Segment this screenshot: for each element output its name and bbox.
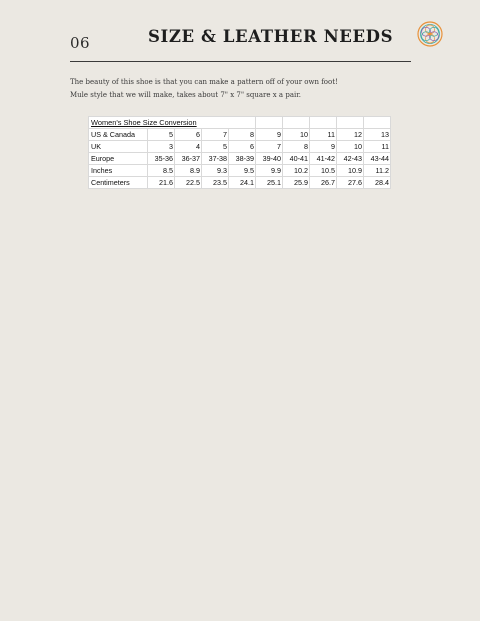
table-caption: Women's Shoe Size Conversion: [89, 117, 256, 129]
table-cell: 10: [283, 129, 310, 141]
shoe-size-table-image: [88, 116, 390, 189]
table-cell: 10.2: [283, 165, 310, 177]
row-label: Europe: [89, 153, 148, 165]
table-cell: 22.5: [175, 177, 202, 189]
table-row: [89, 141, 391, 153]
page-number: 06: [70, 34, 91, 52]
table-cell: 37-38: [202, 153, 229, 165]
table-caption-row: [89, 117, 391, 129]
table-cell: 35-36: [148, 153, 175, 165]
table-cell: [310, 117, 337, 129]
table-cell: 9: [310, 141, 337, 153]
table-cell: [283, 117, 310, 129]
table-cell: 9: [256, 129, 283, 141]
table-cell: 10: [337, 141, 364, 153]
table-cell: 9.9: [256, 165, 283, 177]
table-cell: 23.5: [202, 177, 229, 189]
table-row: [89, 177, 391, 189]
table-row: [89, 129, 391, 141]
table-cell: 8.9: [175, 165, 202, 177]
row-label: UK: [89, 141, 148, 153]
row-label: Inches: [89, 165, 148, 177]
table-cell: 40-41: [283, 153, 310, 165]
table-cell: 7: [202, 129, 229, 141]
table-cell: 10.9: [337, 165, 364, 177]
table-cell: 25.1: [256, 177, 283, 189]
intro-line-1: The beauty of this shoe is that you can make a pattern off of your own foot!: [70, 78, 338, 86]
table-cell: 9.3: [202, 165, 229, 177]
table-cell: 7: [256, 141, 283, 153]
table-cell: 26.7: [310, 177, 337, 189]
table-cell: 6: [229, 141, 256, 153]
table-cell: 4: [175, 141, 202, 153]
mandala-logo-icon: [417, 21, 443, 47]
row-label: Centimeters: [89, 177, 148, 189]
table-cell: 10.5: [310, 165, 337, 177]
table-cell: 3: [148, 141, 175, 153]
row-label: US & Canada: [89, 129, 148, 141]
table-cell: 11.2: [364, 165, 391, 177]
shoe-size-table: [88, 116, 391, 189]
intro-line-2: Mule style that we will make, takes about 7" x 7" square x a pair.: [70, 91, 302, 99]
table-row: [89, 165, 391, 177]
table-row: [89, 153, 391, 165]
table-cell: 42-43: [337, 153, 364, 165]
table-cell: 36-37: [175, 153, 202, 165]
table-cell: [337, 117, 364, 129]
table-cell: 12: [337, 129, 364, 141]
table-cell: 27.6: [337, 177, 364, 189]
table-cell: 11: [364, 141, 391, 153]
table-cell: 38-39: [229, 153, 256, 165]
table-cell: 28.4: [364, 177, 391, 189]
table-cell: 41-42: [310, 153, 337, 165]
table-cell: 9.5: [229, 165, 256, 177]
table-cell: 43-44: [364, 153, 391, 165]
table-cell: 8.5: [148, 165, 175, 177]
table-cell: 5: [148, 129, 175, 141]
table-cell: [256, 117, 283, 129]
table-cell: 5: [202, 141, 229, 153]
table-cell: [364, 117, 391, 129]
title-divider: [70, 61, 411, 62]
table-cell: 24.1: [229, 177, 256, 189]
table-cell: 39-40: [256, 153, 283, 165]
table-cell: 8: [283, 141, 310, 153]
table-cell: 8: [229, 129, 256, 141]
table-cell: 6: [175, 129, 202, 141]
table-cell: 25.9: [283, 177, 310, 189]
table-cell: 21.6: [148, 177, 175, 189]
table-cell: 13: [364, 129, 391, 141]
page-title: SIZE & LEATHER NEEDS: [148, 27, 394, 46]
intro-text: [70, 76, 410, 102]
table-cell: 11: [310, 129, 337, 141]
